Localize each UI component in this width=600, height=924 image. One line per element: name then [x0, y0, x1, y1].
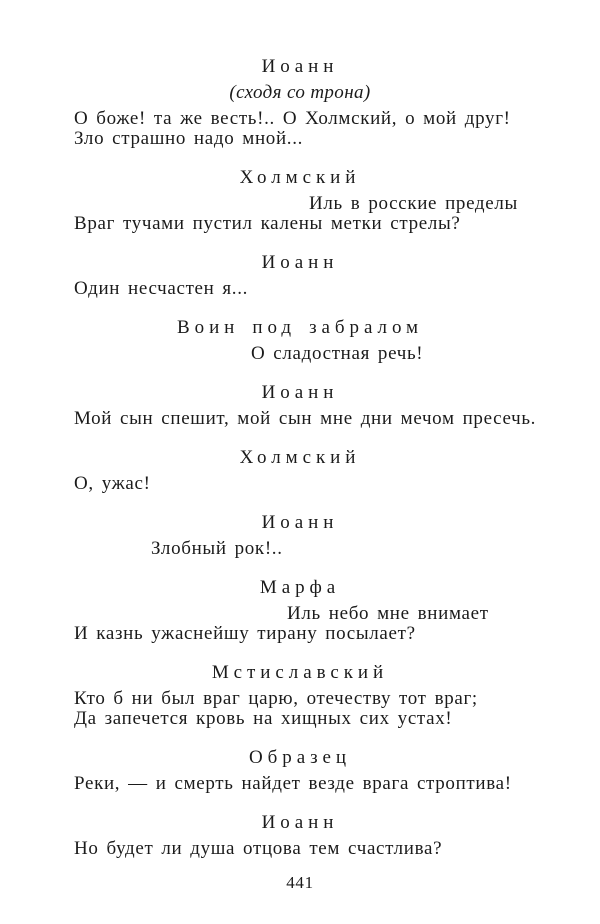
play-text — [74, 56, 537, 859]
verse-line: Враг тучами пустил калены метки стрелы? — [74, 213, 461, 234]
speaker-name: Марфа — [259, 577, 341, 598]
verse-line: Реки, — и смерть найдет везде врага строптива! — [74, 773, 512, 794]
verse-line: О сладостная речь! — [251, 343, 424, 364]
speaker-name: Иоанн — [261, 56, 339, 77]
speaker-name: Иоанн — [261, 812, 339, 833]
speaker-name: Холмский — [239, 447, 361, 468]
page-number: 441 — [286, 873, 314, 892]
verse-line: О боже! та же весть!.. О Холмский, о мой друг! — [74, 108, 511, 129]
speaker-name: Иоанн — [261, 382, 339, 403]
speaker-name: Мстиславский — [211, 662, 389, 683]
speaker-name: Холмский — [239, 167, 361, 188]
stage-direction: (сходя со трона) — [229, 82, 371, 103]
verse-line: Один несчастен я... — [74, 278, 249, 299]
verse-line: О, ужас! — [74, 473, 151, 494]
verse-line: Иль небо мне внимает — [287, 603, 489, 624]
verse-line: Злобный рок!.. — [151, 538, 283, 559]
verse-line: Зло страшно надо мной... — [74, 128, 304, 149]
speaker-name: Воин под забралом — [177, 317, 423, 338]
speaker-name: Иоанн — [261, 252, 339, 273]
verse-line: Мой сын спешит, мой сын мне дни мечом пресечь. — [74, 408, 537, 429]
verse-line: Но будет ли душа отцова тем счастлива? — [74, 838, 443, 859]
verse-line: Да запечется кровь на хищных сих устах! — [74, 708, 453, 729]
verse-line: Иль в росские пределы — [309, 193, 518, 214]
verse-line: И казнь ужаснейшу тирану посылает? — [74, 623, 416, 644]
speaker-name: Образец — [248, 747, 351, 768]
speaker-name: Иоанн — [261, 512, 339, 533]
verse-line: Кто б ни был враг царю, отечеству тот враг; — [74, 688, 478, 709]
